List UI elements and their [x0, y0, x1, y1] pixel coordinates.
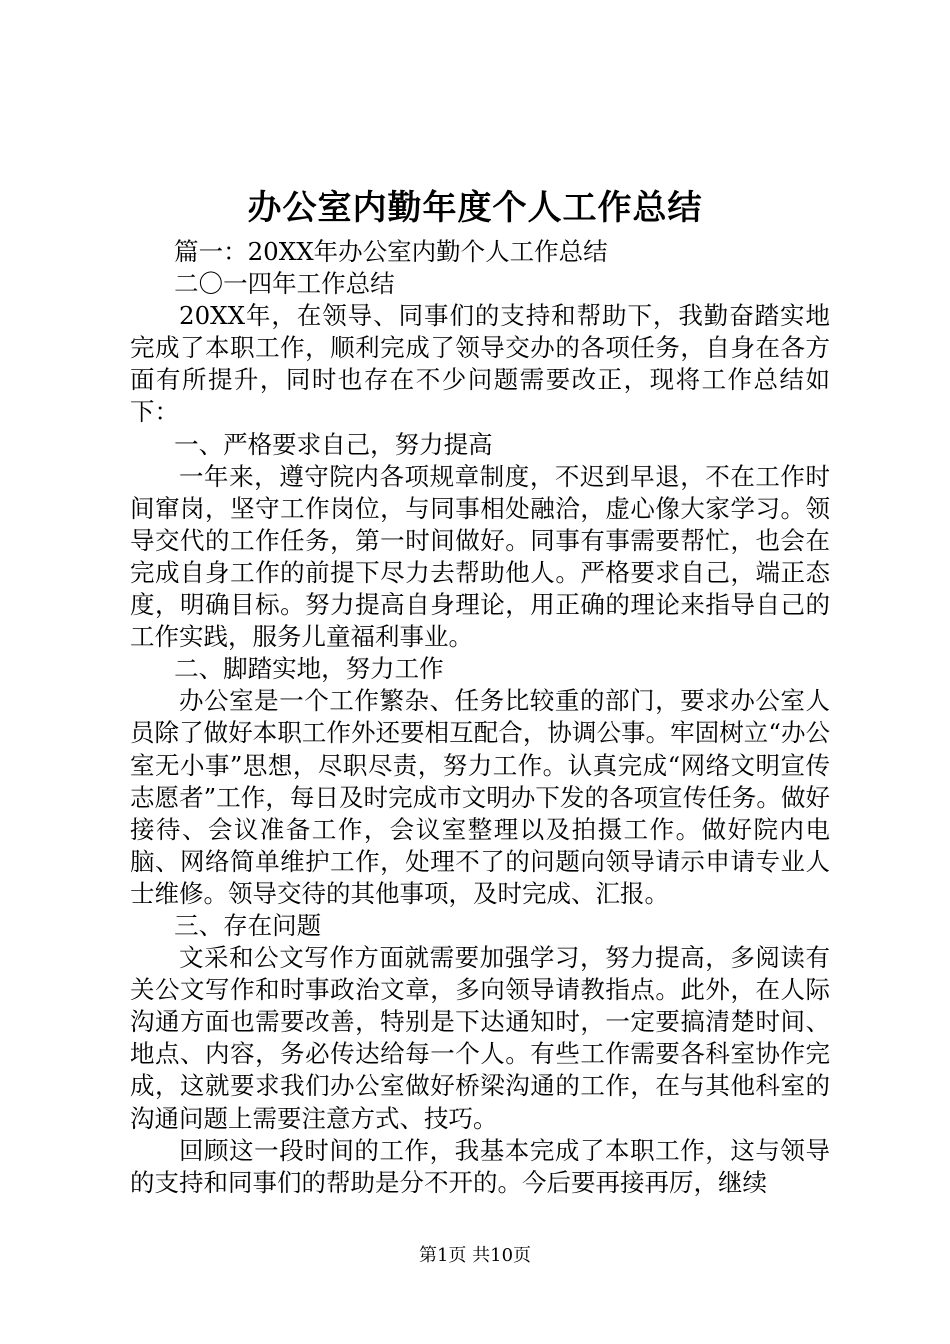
page-footer: 第1页 共10页: [418, 1245, 532, 1266]
paragraph: 文采和公文写作方面就需要加强学习，努力提高，多阅读有关公文写作和时事政治文章，多向领导请教指点。此外，在人际沟通方面也需要改善，特别是下达通知时，一定要搞清楚时间、地点、内容，务必传达给每一个人。有些工作需要各科室协作完成，这就要求我们办公室做好桥梁沟通的工作，在与其他科室的沟通问题上需要注意方式、技巧。: [130, 943, 830, 1133]
subtitle-line: 二〇一四年工作总结: [174, 269, 395, 299]
section-heading: 三、存在问题: [174, 910, 322, 940]
paragraph: 一年来，遵守院内各项规章制度，不迟到早退，不在工作时间窜岗，坚守工作岗位，与同事相处融洽，虚心像大家学习。领导交代的工作任务，第一时间做好。同事有事需要帮忙，也会在完成自身工作的前提下尽力去帮助他人。严格要求自己，端正态度，明确目标。努力提高自身理论，用正确的理论来指导自己的工作实践，服务儿童福利事业。: [130, 461, 830, 652]
subtitle-line: 篇一：20XX年办公室内勤个人工作总结: [174, 237, 608, 266]
document-body: [130, 236, 830, 1199]
document-title: 办公室内勤年度个人工作总结: [247, 188, 703, 228]
section-heading: 一、严格要求自己，努力提高: [174, 429, 493, 459]
paragraph: 办公室是一个工作繁杂、任务比较重的部门，要求办公室人员除了做好本职工作外还要相互配合，协调公事。牢固树立“办公室无小事”思想，尽职尽责，努力工作。认真完成“网络文明宣传志愿者”工作，每日及时完成市文明办下发的各项宣传任务。做好接待、会议准备工作，会议室整理以及拍摄工作。做好院内电脑、网络简单维护工作，处理不了的问题向领导请示申请专业人士维修。领导交待的其他事项，及时完成、汇报。: [130, 686, 830, 908]
section-heading: 二、脚踏实地，努力工作: [174, 654, 444, 684]
paragraph: 20XX年，在领导、同事们的支持和帮助下，我勤奋踏实地完成了本职工作，顺利完成了领导交办的各项任务，自身在各方面有所提升，同时也存在不少问题需要改正，现将工作总结如下：: [130, 301, 830, 427]
paragraph: 回顾这一段时间的工作，我基本完成了本职工作，这与领导的支持和同事们的帮助是分不开的。今后要再接再厉，继续: [130, 1135, 830, 1197]
